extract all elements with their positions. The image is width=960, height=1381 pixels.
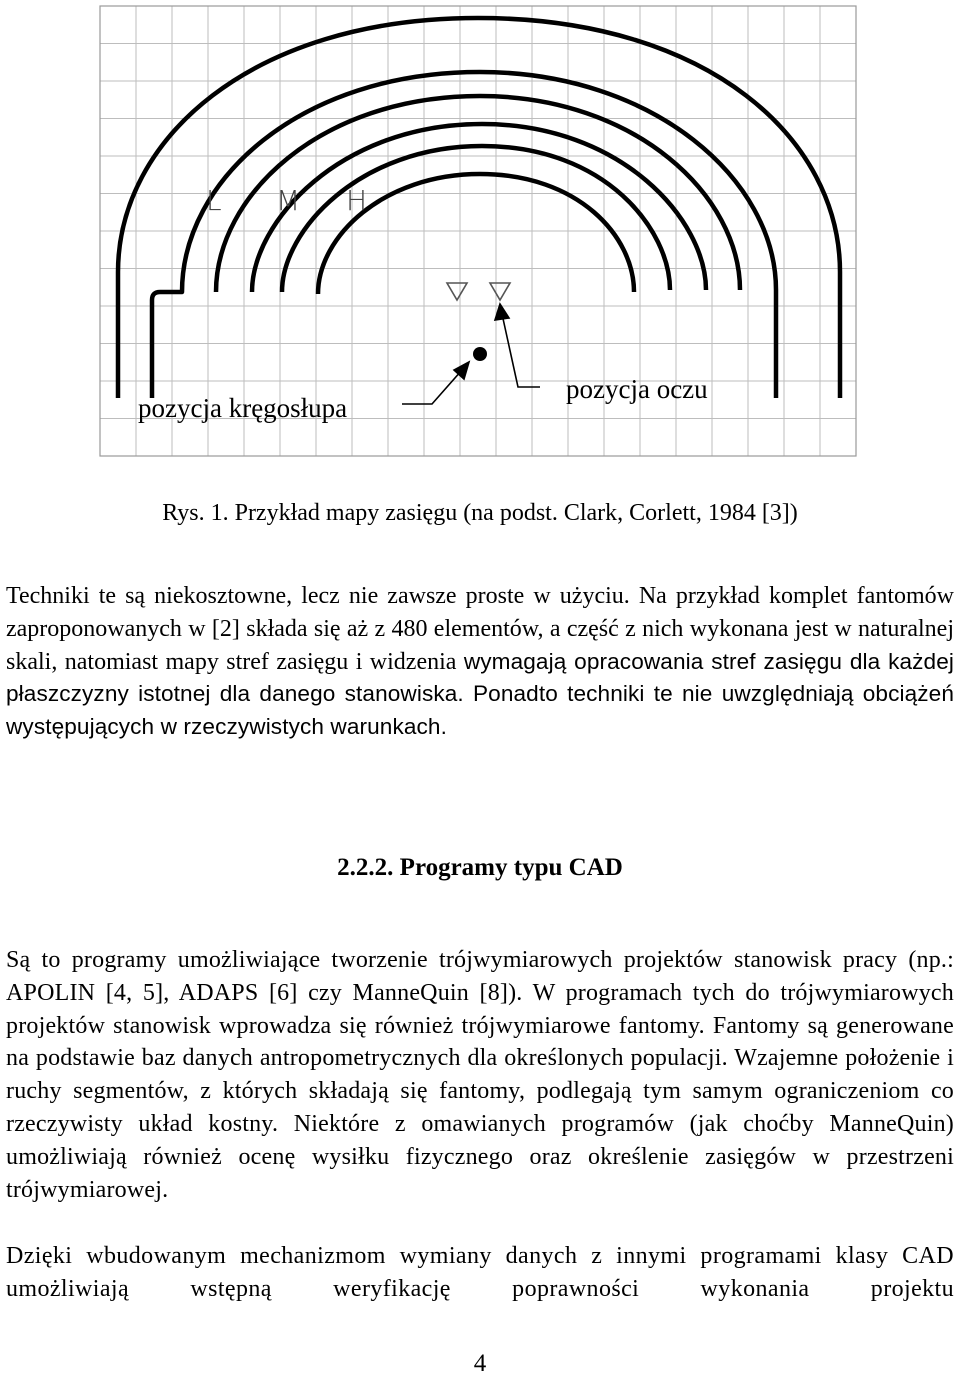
spine-position-dot (473, 347, 487, 361)
reach-zones (118, 18, 840, 398)
figure-caption: Rys. 1. Przykład mapy zasięgu (na podst. Clark, Corlett, 1984 [3]) (162, 500, 798, 526)
paragraph-1-sans-part: wymagają opracowania stref zasięgu dla każdej płaszczyzny istotnej dla danego stanowiska. Ponadto techniki te nie uwzględniają obciążeń występujących w rzeczywistych warunkach. (6, 648, 954, 740)
paragraph-1-serif-part: Techniki te są niekosztowne, lecz nie zawsze proste w użyciu. Na przykład komplet fantomów zaproponowanych w [2] składa się aż z 480 elementów, a część z nich wykonana jest w naturalnej skali, natomiast mapy stref zasięgu i widzenia (6, 583, 954, 675)
zone-label-l: L (206, 184, 222, 217)
paragraph-1 (6, 580, 954, 744)
inner-zone-outer-edge (282, 146, 670, 292)
eye-triangle-icon (490, 283, 510, 300)
eyes-arrow-line (502, 314, 540, 387)
eye-triangle-icon (447, 283, 467, 300)
annotation-arrows (402, 304, 540, 404)
outer-zone-inner-edge (152, 72, 776, 398)
eyes-position-label: pozycja oczu (566, 374, 708, 404)
eye-position-icons (447, 283, 510, 300)
section-heading: 2.2.2. Programy typu CAD (337, 854, 623, 881)
spine-arrow-line (402, 370, 462, 404)
paragraph-2: Są to programy umożliwiające tworzenie trójwymiarowych projektów stanowisk pracy (np.: APOLIN [4, 5], ADAPS [6] czy ManneQuin [8]). W programach tych do trójwymiarowych projektów stanowisk wprowadza się również trójwymiarowe fantomy. Fantomy są generowane na podstawie baz danych antropometrycznych dla określonych populacji. Wzajemne położenie i ruchy segmentów, z których składają się fantomy, podlegają tym samym ograniczeniom co rzeczywisty układ kostny. Niektóre z omawianych programów (jak choćby ManneQuin) umożliwiają również ocenę wysiłku fizycznego oraz określenie zasięgów w przestrzeni trójwymiarowej. (6, 947, 954, 1203)
zone-label-m: M (276, 184, 301, 217)
page-number: 4 (473, 1350, 487, 1377)
spine-position-label: pozycja kręgosłupa (138, 393, 348, 423)
paragraph-3: Dzięki wbudowanym mechanizmom wymiany danych z innymi programami klasy CAD umożliwiają wstępną weryfikację poprawności wykonania projektu (6, 1243, 954, 1302)
outer-zone-arc (118, 18, 840, 398)
zone-label-h: H (346, 184, 368, 217)
